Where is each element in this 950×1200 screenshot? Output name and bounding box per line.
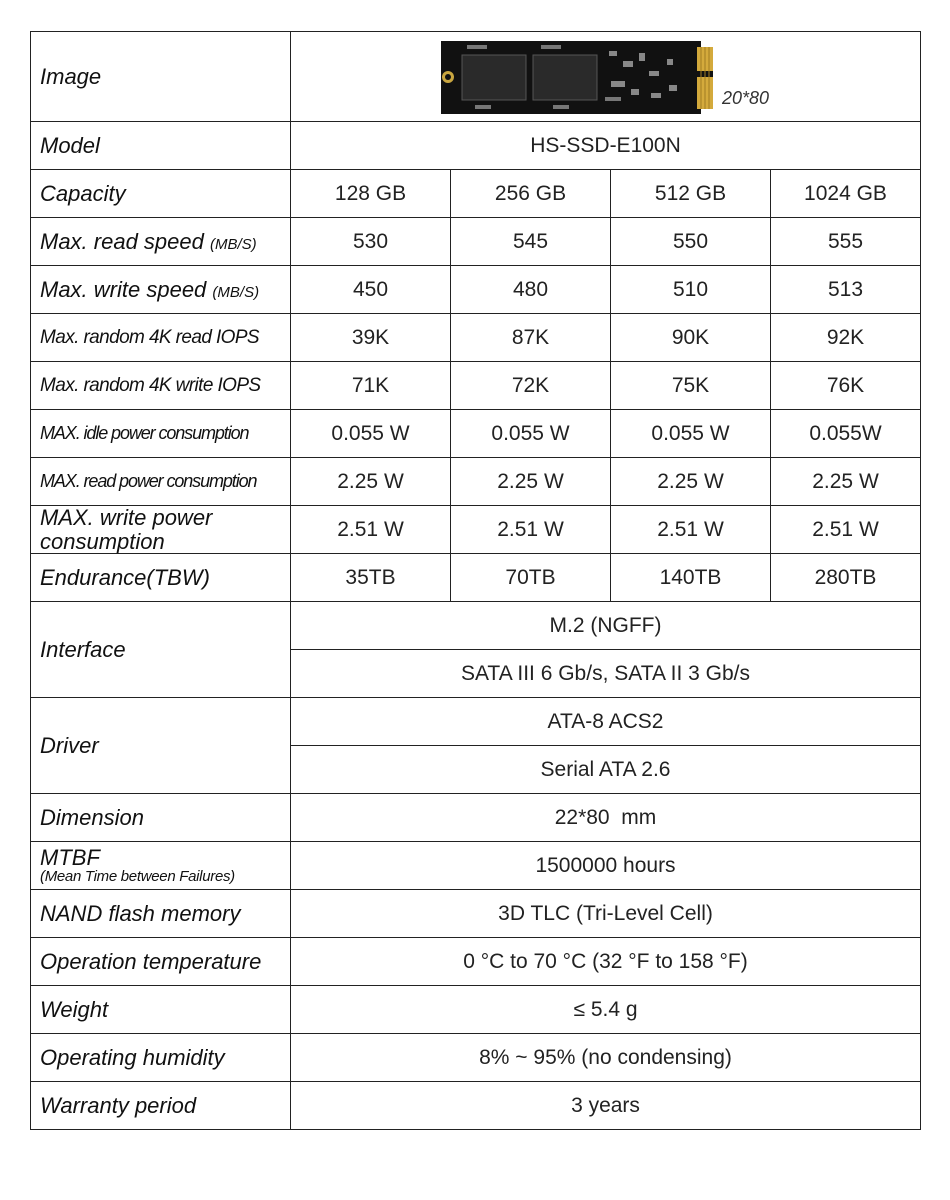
driver-row bbox=[31, 698, 921, 746]
dimension-label: Dimension bbox=[31, 794, 291, 842]
mtbf-value: 1500000 hours bbox=[291, 842, 921, 890]
write-speed-value: 510 bbox=[611, 266, 771, 314]
endurance-value: 280TB bbox=[771, 554, 921, 602]
endurance-label: Endurance(TBW) bbox=[31, 554, 291, 602]
interface-value: SATA III 6 Gb/s, SATA II 3 Gb/s bbox=[291, 650, 921, 698]
warranty-label: Warranty period bbox=[31, 1082, 291, 1130]
weight-value: ≤ 5.4 g bbox=[291, 986, 921, 1034]
idle-power-label: MAX. idle power consumption bbox=[31, 410, 291, 458]
read-speed-value: 545 bbox=[451, 218, 611, 266]
endurance-value: 35TB bbox=[291, 554, 451, 602]
random-read-value: 87K bbox=[451, 314, 611, 362]
interface-label: Interface bbox=[31, 602, 291, 698]
dimension-row bbox=[31, 794, 921, 842]
product-image-cell bbox=[291, 32, 921, 122]
write-power-value: 2.51 W bbox=[771, 506, 921, 554]
read-power-value: 2.25 W bbox=[451, 458, 611, 506]
ssd-size-label: 20*80 bbox=[722, 88, 770, 108]
capacity-row bbox=[31, 170, 921, 218]
read-speed-label bbox=[31, 218, 291, 266]
write-power-value: 2.51 W bbox=[611, 506, 771, 554]
humidity-value: 8% ~ 95% (no condensing) bbox=[291, 1034, 921, 1082]
image-label: Image bbox=[31, 32, 291, 122]
nand-value: 3D TLC (Tri-Level Cell) bbox=[291, 890, 921, 938]
write-power-label bbox=[31, 506, 291, 554]
idle-power-value: 0.055 W bbox=[451, 410, 611, 458]
interface-value: M.2 (NGFF) bbox=[291, 602, 921, 650]
humidity-row bbox=[31, 1034, 921, 1082]
write-speed-unit: (MB/S) bbox=[212, 283, 260, 301]
capacity-value: 128 GB bbox=[291, 170, 451, 218]
interface-row bbox=[31, 602, 921, 650]
random-write-label: Max. random 4K write IOPS bbox=[31, 362, 291, 410]
idle-power-value: 0.055 W bbox=[611, 410, 771, 458]
random-read-value: 39K bbox=[291, 314, 451, 362]
random-write-value: 76K bbox=[771, 362, 921, 410]
idle-power-value: 0.055W bbox=[771, 410, 921, 458]
temperature-label: Operation temperature bbox=[31, 938, 291, 986]
idle-power-value: 0.055 W bbox=[291, 410, 451, 458]
read-power-value: 2.25 W bbox=[291, 458, 451, 506]
warranty-value: 3 years bbox=[291, 1082, 921, 1130]
read-speed-unit: (MB/S) bbox=[210, 235, 257, 253]
dimension-value: 22*80 mm bbox=[291, 794, 921, 842]
endurance-value: 70TB bbox=[451, 554, 611, 602]
random-write-row bbox=[31, 362, 921, 410]
read-speed-value: 555 bbox=[771, 218, 921, 266]
read-speed-value: 530 bbox=[291, 218, 451, 266]
mtbf-label bbox=[31, 842, 291, 890]
read-power-value: 2.25 W bbox=[611, 458, 771, 506]
driver-value: ATA-8 ACS2 bbox=[291, 698, 921, 746]
write-power-row bbox=[31, 506, 921, 554]
write-speed-value: 480 bbox=[451, 266, 611, 314]
random-read-value: 92K bbox=[771, 314, 921, 362]
read-speed-value: 550 bbox=[611, 218, 771, 266]
weight-row bbox=[31, 986, 921, 1034]
write-speed-text: Max. write speed bbox=[40, 276, 207, 302]
read-speed-text: Max. read speed bbox=[40, 228, 204, 254]
humidity-label: Operating humidity bbox=[31, 1034, 291, 1082]
read-power-row bbox=[31, 458, 921, 506]
warranty-row bbox=[31, 1082, 921, 1130]
write-power-label-line2: consumption bbox=[40, 528, 165, 554]
mtbf-row bbox=[31, 842, 921, 890]
capacity-value: 256 GB bbox=[451, 170, 611, 218]
nand-row bbox=[31, 890, 921, 938]
read-power-label: MAX. read power consumption bbox=[31, 458, 291, 506]
write-power-value: 2.51 W bbox=[451, 506, 611, 554]
endurance-row bbox=[31, 554, 921, 602]
model-row bbox=[31, 122, 921, 170]
write-speed-row bbox=[31, 266, 921, 314]
random-read-row bbox=[31, 314, 921, 362]
write-power-value: 2.51 W bbox=[291, 506, 451, 554]
write-speed-label bbox=[31, 266, 291, 314]
write-power-label-line1: MAX. write power bbox=[40, 505, 213, 531]
weight-label: Weight bbox=[31, 986, 291, 1034]
capacity-value: 512 GB bbox=[611, 170, 771, 218]
capacity-value: 1024 GB bbox=[771, 170, 921, 218]
read-power-value: 2.25 W bbox=[771, 458, 921, 506]
temperature-row bbox=[31, 938, 921, 986]
temperature-value: 0 °C to 70 °C (32 °F to 158 °F) bbox=[291, 938, 921, 986]
capacity-label: Capacity bbox=[31, 170, 291, 218]
mtbf-label-text: MTBF bbox=[40, 845, 100, 871]
idle-power-row bbox=[31, 410, 921, 458]
random-write-value: 71K bbox=[291, 362, 451, 410]
image-row bbox=[31, 32, 921, 122]
write-speed-value: 450 bbox=[291, 266, 451, 314]
driver-label: Driver bbox=[31, 698, 291, 794]
nand-label: NAND flash memory bbox=[31, 890, 291, 938]
read-speed-row bbox=[31, 218, 921, 266]
mtbf-sublabel: (Mean Time between Failures) bbox=[40, 868, 235, 886]
spec-table bbox=[30, 31, 921, 1130]
random-read-value: 90K bbox=[611, 314, 771, 362]
random-write-value: 75K bbox=[611, 362, 771, 410]
write-speed-value: 513 bbox=[771, 266, 921, 314]
random-write-value: 72K bbox=[451, 362, 611, 410]
model-label: Model bbox=[31, 122, 291, 170]
random-read-label: Max. random 4K read IOPS bbox=[31, 314, 291, 362]
model-value: HS-SSD-E100N bbox=[291, 122, 921, 170]
ssd-product-image bbox=[441, 41, 713, 114]
driver-value: Serial ATA 2.6 bbox=[291, 746, 921, 794]
endurance-value: 140TB bbox=[611, 554, 771, 602]
